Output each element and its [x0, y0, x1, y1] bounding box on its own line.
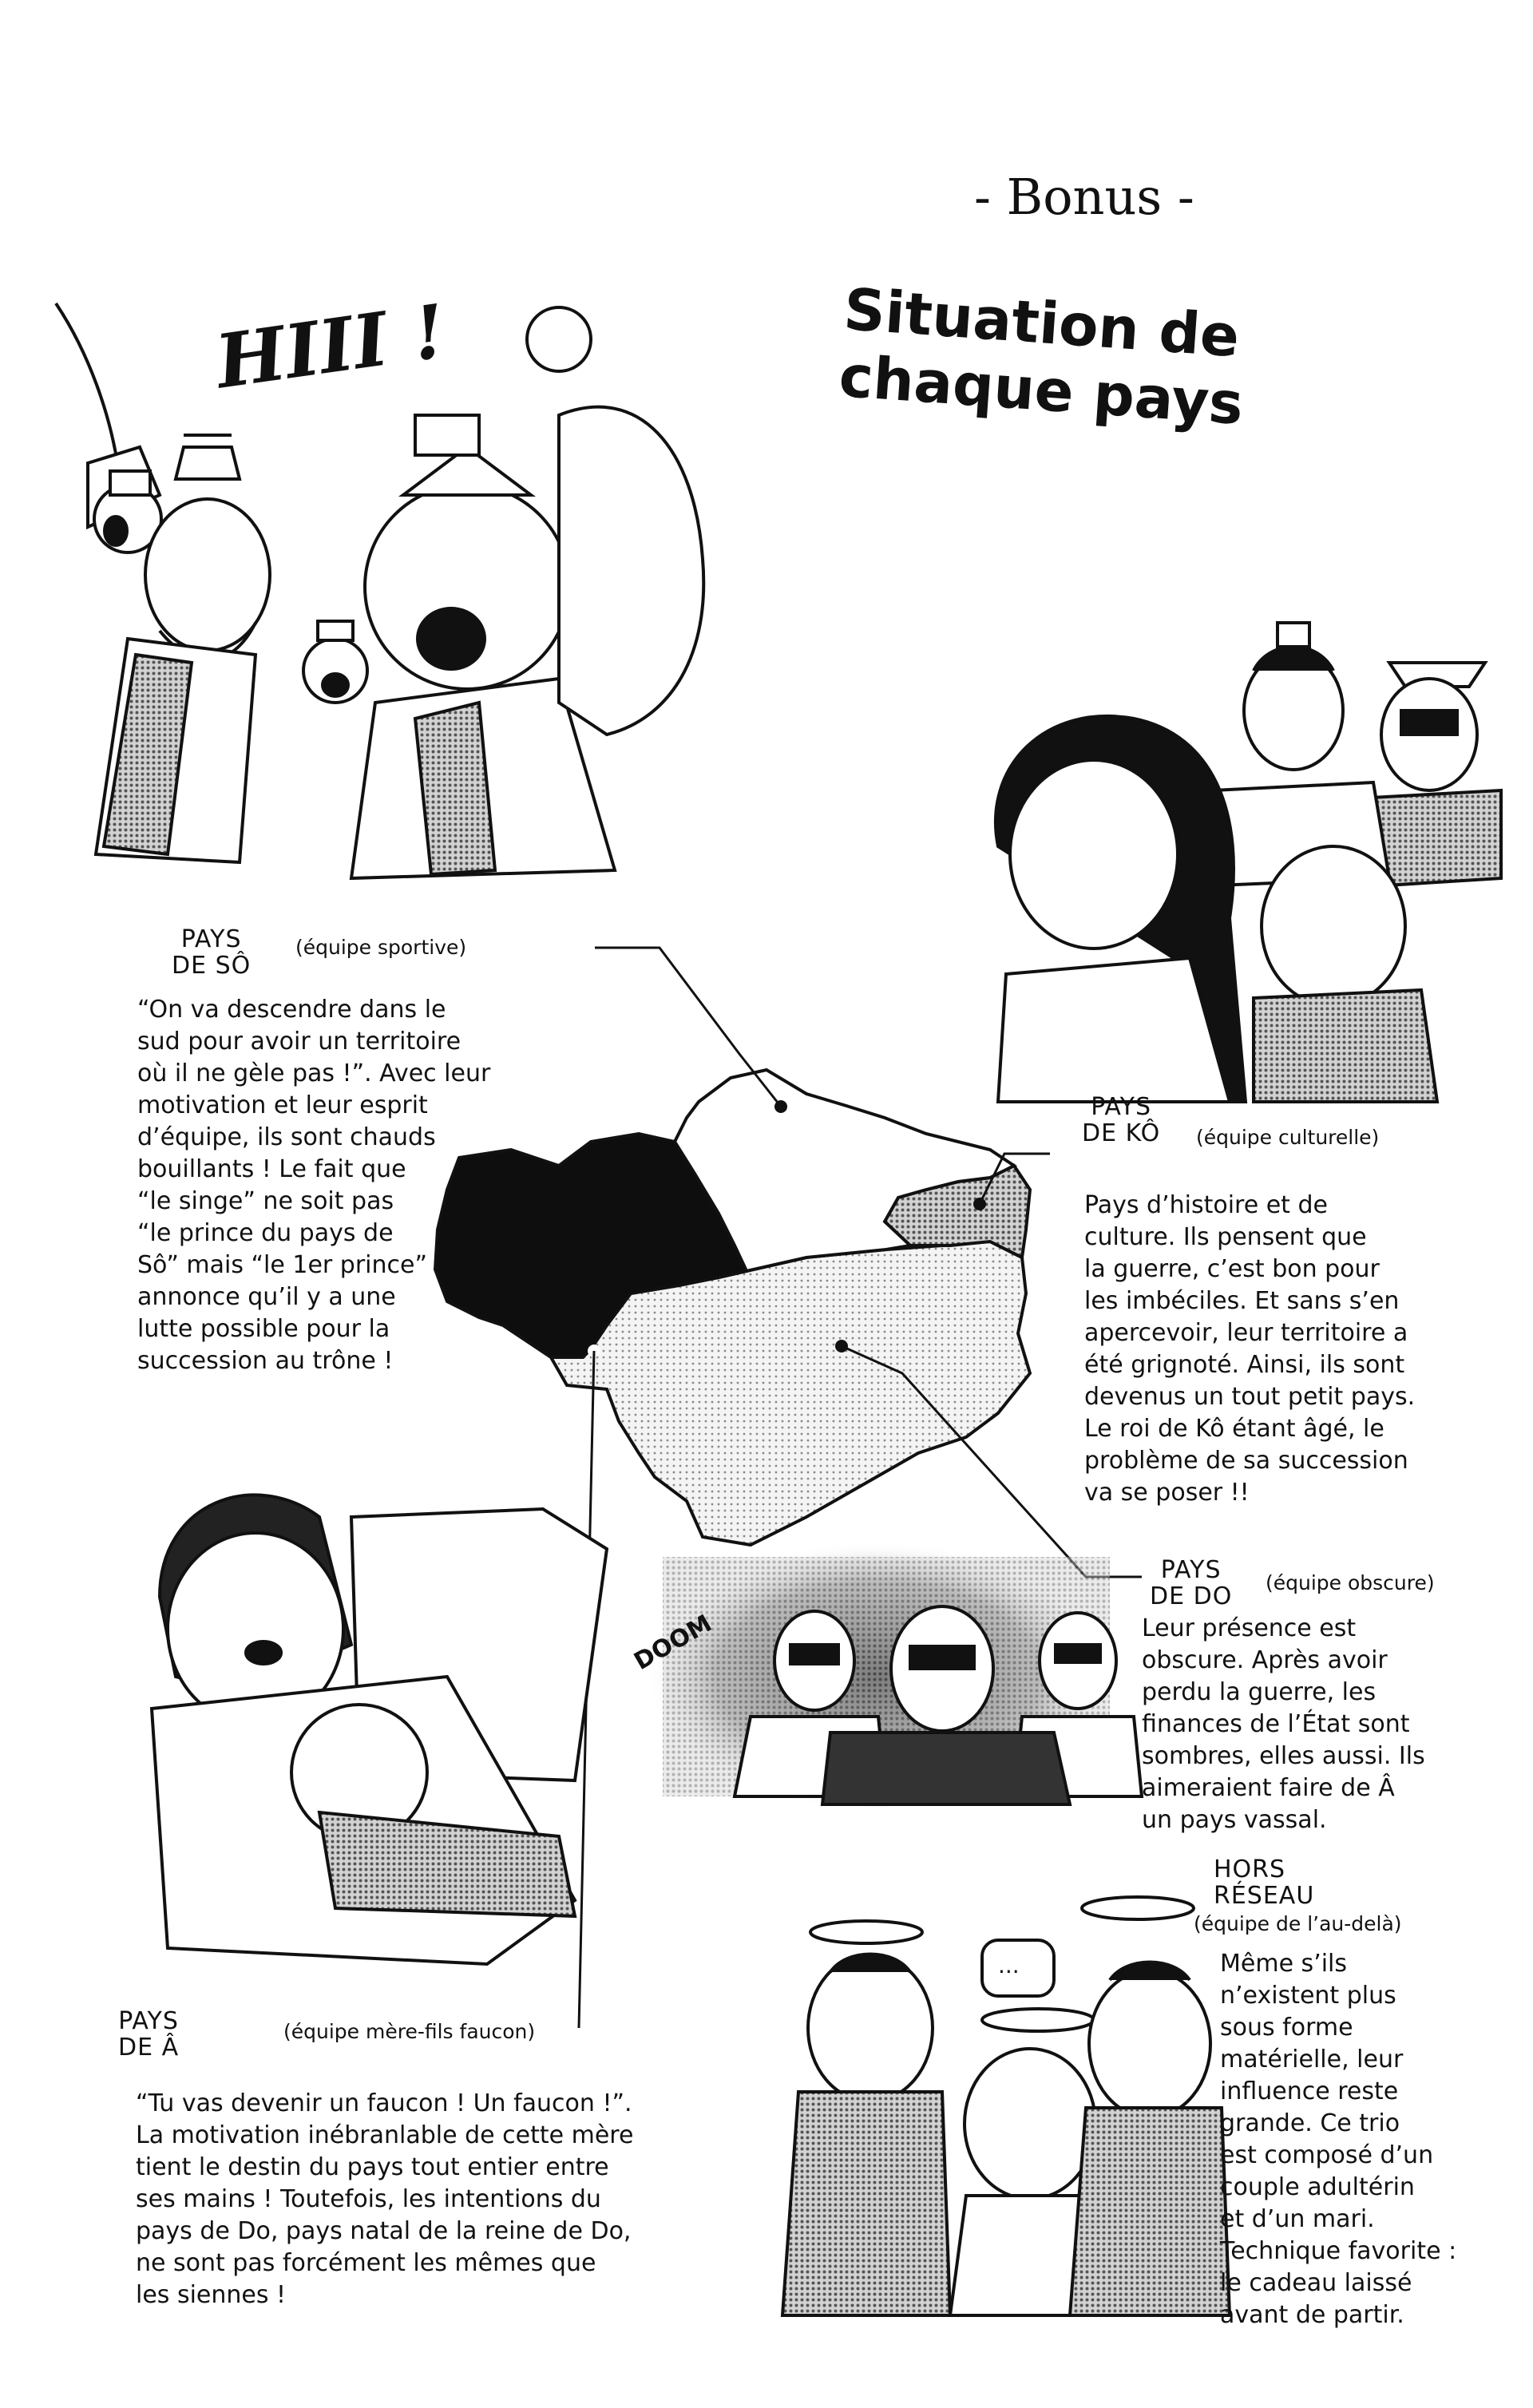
country-desc-offline [1220, 1948, 1456, 2331]
desc-line: “le singe” ne soit pas [137, 1187, 394, 1215]
desc-line: obscure. Après avoir [1142, 1646, 1388, 1674]
desc-line: succession au trône ! [137, 1347, 394, 1375]
country-desc-ko [1084, 1190, 1415, 1509]
ko-team-illustration [996, 623, 1501, 1102]
country-desc-so [137, 994, 490, 1377]
desc-line: annonce qu’il y a une [137, 1283, 396, 1311]
desc-line: été grignoté. Ainsi, ils sont [1084, 1351, 1405, 1379]
desc-line: sous forme [1220, 2014, 1353, 2042]
desc-line: influence reste [1220, 2077, 1399, 2105]
sfx-cheer: HIII ! [210, 287, 451, 406]
desc-line: Pays d’histoire et de [1084, 1191, 1328, 1219]
desc-line: Même s’ils [1220, 1950, 1348, 1978]
sfx-doom: DOOM [629, 1609, 717, 1677]
country-team-ko: (équipe culturelle) [1196, 1126, 1380, 1149]
desc-line: les imbéciles. Et sans s’en [1084, 1287, 1400, 1315]
country-name-ko-line-2: DE KÔ [1082, 1119, 1161, 1147]
desc-line: matérielle, leur [1220, 2046, 1404, 2073]
desc-line: un pays vassal. [1142, 1806, 1327, 1834]
country-name-do-line-1: PAYS [1160, 1556, 1222, 1584]
country-desc-a [136, 2088, 633, 2311]
desc-line: où il ne gèle pas !”. Avec leur [137, 1059, 491, 1087]
desc-line: pays de Do, pays natal de la reine de Do, [136, 2217, 632, 2245]
desc-line: la guerre, c’est bon pour [1084, 1255, 1380, 1283]
desc-line: et d’un mari. [1220, 2205, 1375, 2233]
desc-line: motivation et leur esprit [137, 1091, 428, 1119]
desc-line: perdu la guerre, les [1142, 1678, 1377, 1706]
page-title [837, 275, 1250, 438]
country-team-so: (équipe sportive) [295, 936, 467, 959]
country-name-ko-line-1: PAYS [1091, 1093, 1151, 1121]
desc-line: sud pour avoir un territoire [137, 1028, 461, 1055]
desc-line: lutte possible pour la [137, 1315, 390, 1343]
desc-line: le cadeau laissé [1220, 2269, 1412, 2297]
country-name-offline-line-2: RÉSEAU [1214, 1882, 1315, 1910]
desc-line: d’équipe, ils sont chauds [137, 1123, 436, 1151]
country-name-so-line-1: PAYS [180, 925, 242, 953]
bonus-heading: - Bonus - [974, 168, 1194, 226]
country-name-a-line-1: PAYS [118, 2007, 179, 2035]
page-title-line-2: chaque pays [837, 342, 1246, 438]
country-team-do: (équipe obscure) [1266, 1571, 1435, 1594]
so-team-illustration [56, 303, 703, 878]
country-name-a-line-2: DE Â [118, 2034, 180, 2061]
desc-line: Le roi de Kô étant âgé, le [1084, 1415, 1384, 1443]
desc-line: “Tu vas devenir un faucon ! Un faucon !”. [136, 2089, 632, 2117]
desc-line: n’existent plus [1220, 1982, 1396, 2010]
speech-bubble-text: ... [998, 1952, 1020, 1978]
desc-line: les siennes ! [136, 2281, 287, 2309]
country-name-so-line-2: DE SÔ [172, 952, 252, 980]
country-name-offline-line-1: HORS [1214, 1856, 1286, 1883]
desc-line: ne sont pas forcément les mêmes que [136, 2249, 596, 2277]
desc-line: finances de l’État sont [1142, 1710, 1410, 1738]
desc-line: couple adultérin [1220, 2173, 1415, 2201]
desc-line: sombres, elles aussi. Ils [1142, 1742, 1425, 1770]
page-title-line-1: Situation de [842, 275, 1242, 370]
desc-line: problème de sa succession [1084, 1447, 1408, 1475]
country-name-do [1150, 1557, 1232, 1610]
desc-line: “On va descendre dans le [137, 996, 446, 1024]
country-name-a [118, 2008, 179, 2061]
desc-line: Sô” mais “le 1er prince” [137, 1251, 428, 1279]
desc-line: va se poser !! [1084, 1479, 1250, 1507]
desc-line: bouillants ! Le fait que [137, 1155, 406, 1183]
country-name-ko [1082, 1094, 1160, 1147]
desc-line: culture. Ils pensent que [1084, 1223, 1367, 1251]
desc-line: La motivation inébranlable de cette mère [136, 2121, 634, 2149]
country-name-do-line-2: DE DO [1150, 1582, 1233, 1610]
country-name-offline [1214, 1856, 1314, 1909]
desc-line: Technique favorite : [1220, 2237, 1457, 2265]
desc-line: ses mains ! Toutefois, les intentions du [136, 2185, 601, 2213]
country-team-a: (équipe mère-fils faucon) [283, 2020, 536, 2043]
desc-line: grande. Ce trio [1220, 2109, 1400, 2137]
desc-line: tient le destin du pays tout entier entre [136, 2153, 609, 2181]
a-team-illustration [152, 1495, 607, 1964]
country-name-so [172, 926, 251, 979]
desc-line: apercevoir, leur territoire a [1084, 1319, 1408, 1347]
desc-line: Leur présence est [1142, 1614, 1357, 1642]
desc-line: “le prince du pays de [137, 1219, 394, 1247]
desc-line: devenus un tout petit pays. [1084, 1383, 1416, 1411]
country-desc-do [1142, 1613, 1425, 1836]
do-team-illustration [647, 1541, 1142, 1812]
desc-line: avant de partir. [1220, 2301, 1404, 2329]
desc-line: aimeraient faire de Â [1142, 1774, 1395, 1802]
desc-line: est composé d’un [1220, 2141, 1434, 2169]
country-team-offline: (équipe de l’au-delà) [1194, 1912, 1402, 1935]
